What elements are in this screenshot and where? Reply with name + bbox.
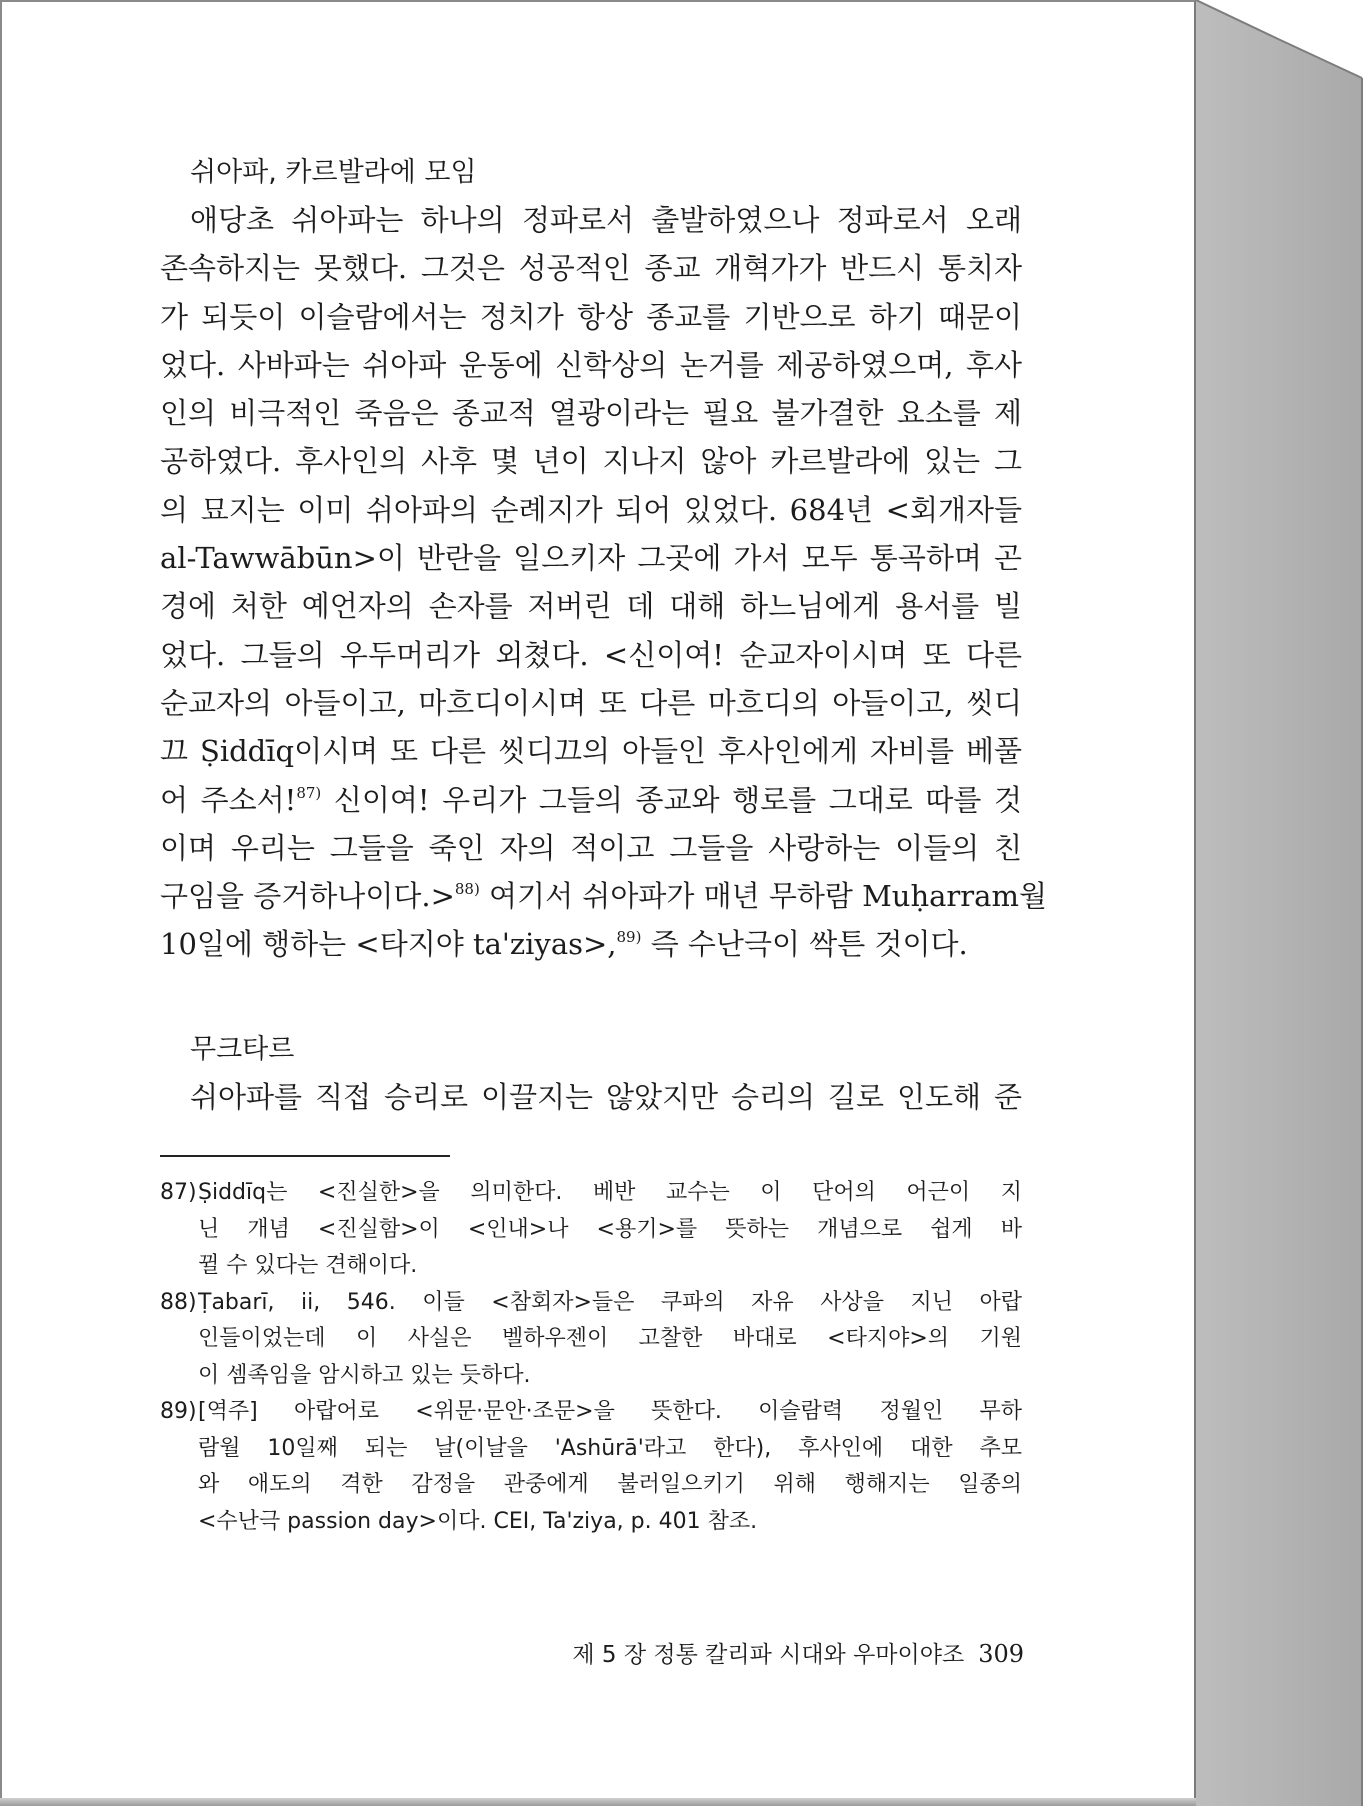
footnote-divider — [160, 1155, 450, 1157]
text-line: 었다. 그들의 우두머리가 외쳤다. <신이여! 순교자이시며 또 다른 — [160, 637, 1022, 672]
text-line: 애당초 쉬아파는 하나의 정파로서 출발하였으나 정파로서 오래 — [190, 203, 1022, 237]
footnote-number: 88) — [160, 1289, 197, 1315]
page-number: 309 — [978, 1640, 1024, 1668]
footnote-88 — [160, 1285, 1022, 1395]
text-line — [160, 920, 1022, 968]
footnote-number: 89) — [160, 1399, 197, 1425]
text-fragment: 신이여! 우리가 그들의 종교와 행로를 그대로 따를 것 — [333, 782, 1023, 817]
section-heading-mukhtar: 무크타르 — [190, 1033, 295, 1065]
footnote-ref-88[interactable]: 88) — [454, 880, 480, 899]
text-line: 인의 비극적인 죽음은 종교적 열광이라는 필요 불가결한 요소를 제 — [160, 396, 1022, 431]
body-paragraph-1 — [160, 196, 1047, 969]
text-fragment: 여기서 쉬아파가 매년 무하람 Muḥarram월 — [489, 879, 1047, 914]
footnote-line: Ṭabarī, ii, 546. 이들 <참회자>들은 쿠파의 자유 사상을 지닌 아랍 — [198, 1289, 1022, 1315]
text-fragment: 10일에 행하는 <타지야 ta'ziyas>, — [160, 927, 617, 962]
footnotes — [160, 1175, 1022, 1540]
footnote-87 — [160, 1175, 1022, 1285]
footnote-line: 닌 개념 <진실함>이 <인내>나 <용기>를 뜻하는 개념으로 쉽게 바 — [198, 1216, 1022, 1242]
text-fragment: 즉 수난극이 싹튼 것이다. — [650, 927, 968, 962]
text-line: 가 되듯이 이슬람에서는 정치가 항상 종교를 기반으로 하기 때문이 — [160, 299, 1022, 334]
text-line — [160, 872, 1047, 920]
chapter-title: 제 5 장 정통 칼리파 시대와 우마이야조 — [572, 1642, 965, 1668]
footnote-line: 뀔 수 있다는 견해이다. — [198, 1253, 418, 1279]
body-paragraph-2 — [160, 1073, 1022, 1121]
section-heading-karbala: 쉬아파, 카르발라에 모임 — [190, 157, 477, 188]
text-line: 공하였다. 후사인의 사후 몇 년이 지나지 않아 카르발라에 있는 그 — [160, 444, 1022, 479]
text-line: 의 묘지는 이미 쉬아파의 순례지가 되어 있었다. 684년 <회개자들 — [160, 492, 1022, 527]
text-line — [160, 776, 1022, 824]
text-line: 존속하지는 못했다. 그것은 성공적인 종교 개혁가가 반드시 통치자 — [160, 251, 1022, 286]
text-fragment: 어 주소서! — [160, 782, 297, 817]
text-line: 경에 처한 예언자의 손자를 저버린 데 대해 하느님에게 용서를 빌 — [160, 589, 1022, 624]
footnote-line: 람월 10일째 되는 날(이날을 'Ashūrā'라고 한다), 후사인에 대한 추모 — [198, 1435, 1022, 1461]
text-line: 쉬아파를 직접 승리로 이끌지는 않았지만 승리의 길로 인도해 준 — [190, 1079, 1022, 1114]
text-line: 끄 Ṣiddīq이시며 또 다른 씻디끄의 아들인 후사인에게 자비를 베풀 — [160, 734, 1022, 769]
footnote-line: 이 셈족임을 암시하고 있는 듯하다. — [198, 1362, 531, 1388]
footnote-line: 인들이었는데 이 사실은 벨하우젠이 고찰한 바대로 <타지야>의 기원 — [198, 1326, 1022, 1352]
text-line: 이며 우리는 그들을 죽인 자의 적이고 그들을 사랑하는 이들의 친 — [160, 830, 1022, 865]
book-page-edges — [1196, 0, 1367, 1806]
page-body — [160, 150, 1047, 1540]
footnote-line: <수난극 passion day>이다. CEI, Ta'ziya, p. 401 참조. — [198, 1508, 758, 1534]
text-fragment: 구임을 증거하나이다.> — [160, 879, 455, 914]
footnote-line: Ṣiddīq는 <진실한>을 의미한다. 베반 교수는 이 단어의 어근이 지 — [198, 1180, 1022, 1206]
footnote-number: 87) — [160, 1180, 197, 1206]
page-bottom-shadow — [0, 1798, 1196, 1806]
text-line: al-Tawwābūn>이 반란을 일으키자 그곳에 가서 모두 통곡하며 곤 — [160, 541, 1022, 576]
text-line: 순교자의 아들이고, 마흐디이시며 또 다른 마흐디의 아들이고, 씻디 — [160, 685, 1022, 720]
footnote-ref-87[interactable]: 87) — [296, 783, 322, 802]
footnote-ref-89[interactable]: 89) — [616, 928, 642, 947]
footnote-line: [역주] 아랍어로 <위문·문안·조문>을 뜻한다. 이슬람력 정월인 무하 — [198, 1399, 1022, 1425]
footnote-89 — [160, 1394, 1022, 1540]
footnote-line: 와 애도의 격한 감정을 관중에게 불러일으키기 위해 행해지는 일종의 — [198, 1472, 1022, 1498]
text-line: 었다. 사바파는 쉬아파 운동에 신학상의 논거를 제공하였으며, 후사 — [160, 347, 1022, 382]
running-footer — [498, 1636, 1024, 1669]
